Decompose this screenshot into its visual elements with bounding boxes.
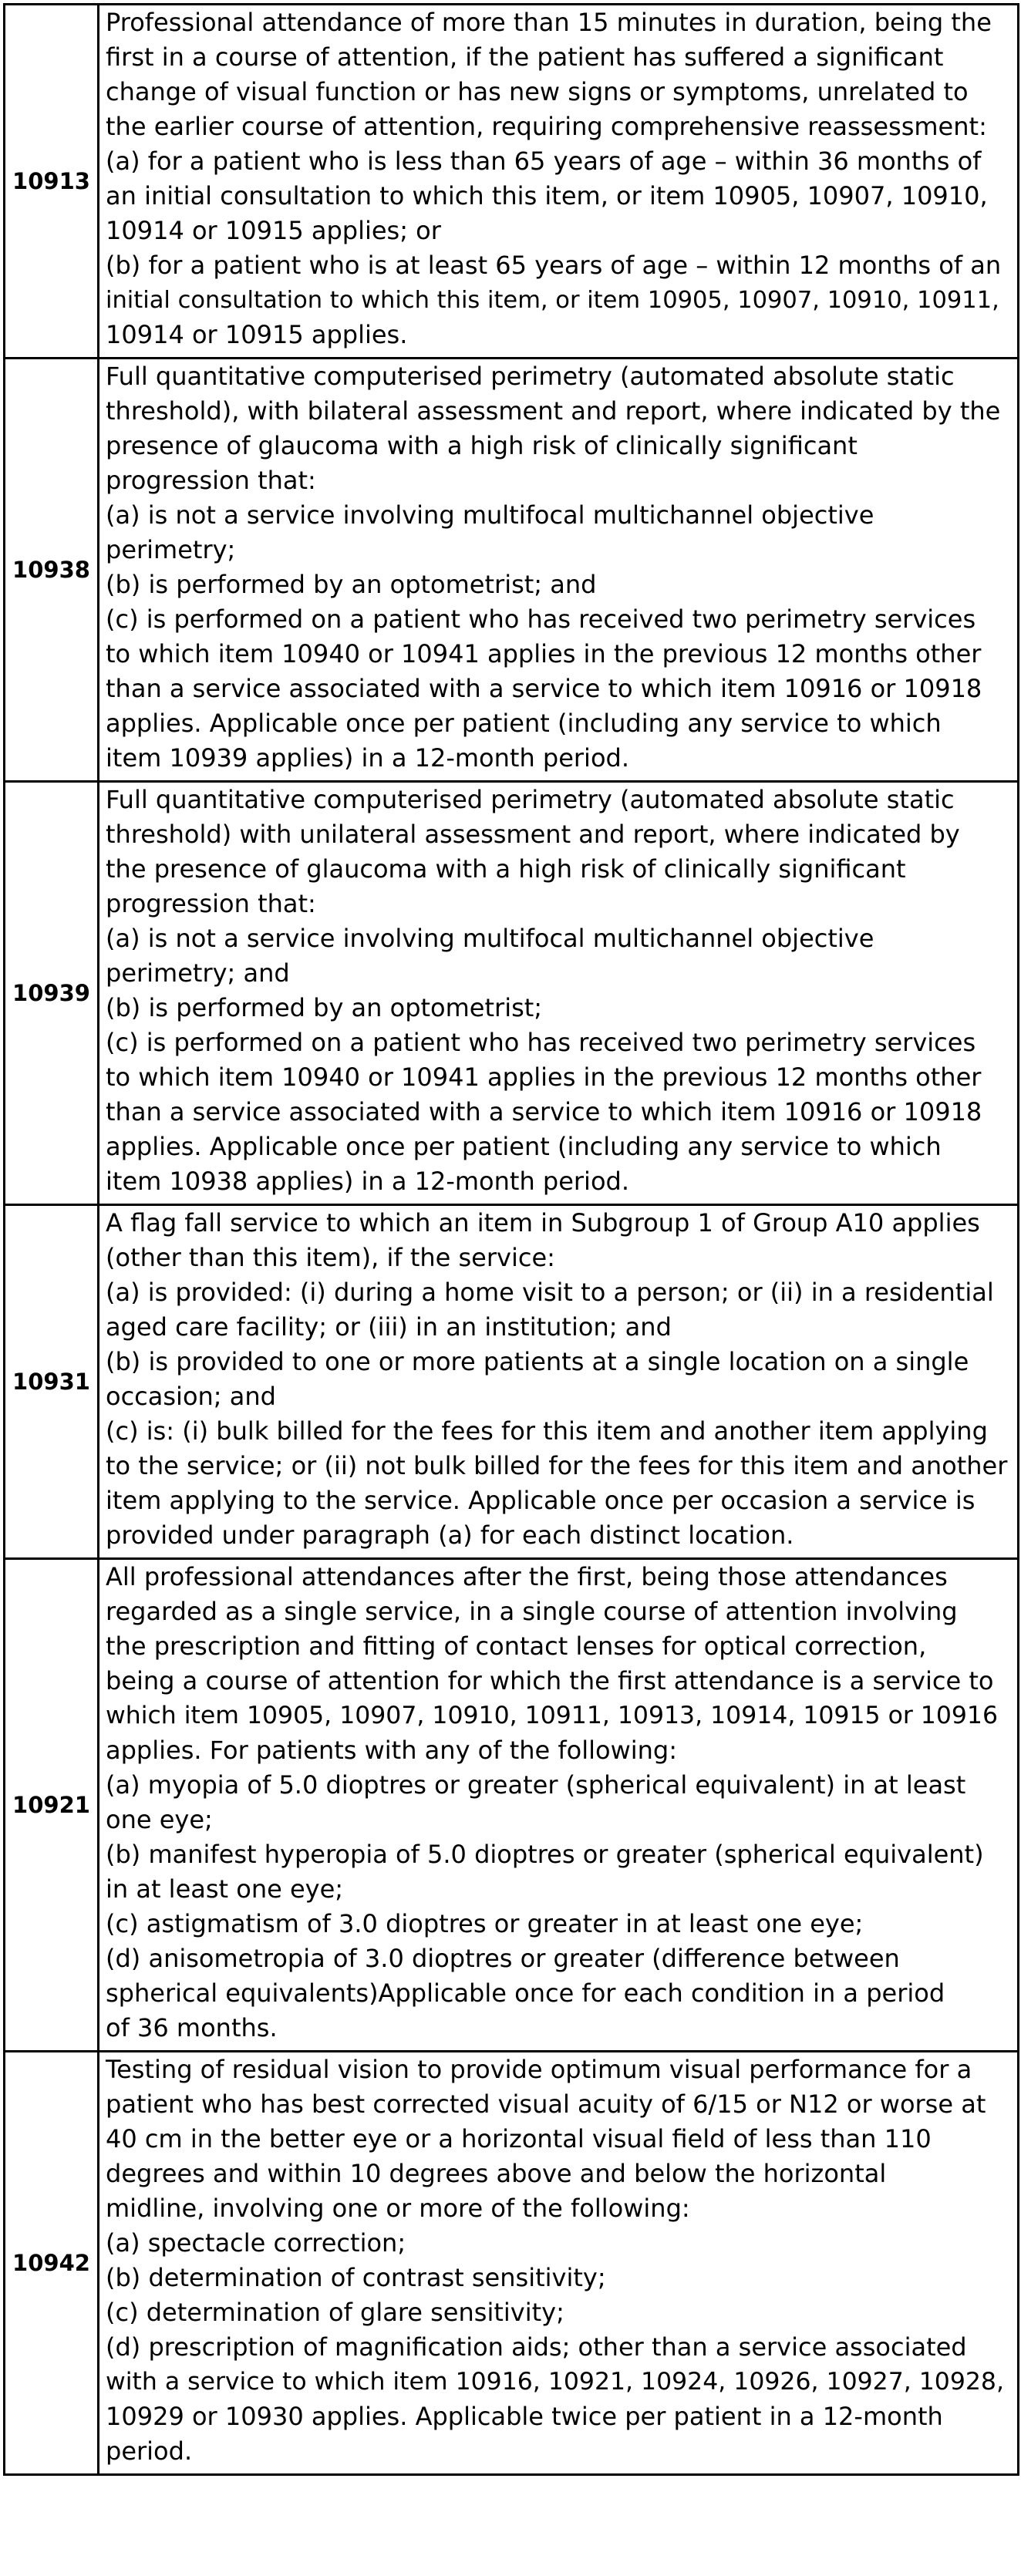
description-line: occasion; and bbox=[106, 1382, 276, 1411]
description-line: first in a course of attention, if the patient has suffered a significant bbox=[106, 42, 944, 72]
description-line: (a) is not a service involving multifocal multichannel objective bbox=[106, 924, 874, 953]
description-line: perimetry; bbox=[106, 535, 236, 564]
description-line: A flag fall service to which an item in Subgroup 1 of Group A10 applies bbox=[106, 1208, 980, 1237]
item-number: 10938 bbox=[5, 359, 99, 782]
description-line: (b) is provided to one or more patients at a single location on a single bbox=[106, 1347, 969, 1376]
description-line: (c) is performed on a patient who has received two perimetry services bbox=[106, 1028, 976, 1057]
description-line: (b) for a patient who is at least 65 years of age – within 12 months of an bbox=[106, 251, 1002, 280]
description-line: (c) astigmatism of 3.0 dioptres or greater in at least one eye; bbox=[106, 1909, 864, 1938]
description-line: threshold) with unilateral assessment and report, where indicated by bbox=[106, 820, 960, 849]
description-line: (a) is provided: (i) during a home visit to a person; or (ii) in a residential bbox=[106, 1278, 994, 1307]
description-line: Professional attendance of more than 15 minutes in duration, being the bbox=[106, 8, 992, 37]
table-row bbox=[5, 782, 1019, 1205]
table-row bbox=[5, 1205, 1019, 1559]
description-line: item 10939 applies) in a 12-month period. bbox=[106, 743, 629, 773]
description-line: (c) is performed on a patient who has received two perimetry services bbox=[106, 604, 976, 634]
description-line: to which item 10940 or 10941 applies in the previous 12 months other bbox=[106, 1062, 982, 1092]
description-line: progression that: bbox=[106, 889, 316, 918]
description-line: change of visual function or has new signs or symptoms, unrelated to bbox=[106, 77, 969, 106]
description-line: applies. For patients with any of the following: bbox=[106, 1736, 678, 1765]
description-line: to which item 10940 or 10941 applies in the previous 12 months other bbox=[106, 639, 982, 668]
mbs-item-table bbox=[3, 3, 1019, 2476]
item-description bbox=[99, 1205, 1019, 1559]
item-number: 10913 bbox=[5, 5, 99, 359]
description-line: provided under paragraph (a) for each distinct location. bbox=[106, 1520, 794, 1550]
description-line: (other than this item), if the service: bbox=[106, 1243, 555, 1272]
description-line: threshold), with bilateral assessment and report, where indicated by the bbox=[106, 396, 1001, 426]
description-line: to the service; or (ii) not bulk billed for the fees for this item and another bbox=[106, 1451, 1008, 1480]
description-line: (b) determination of contrast sensitivity; bbox=[106, 2263, 606, 2292]
description-line: patient who has best corrected visual acuity of 6/15 or N12 or worse at bbox=[106, 2089, 986, 2119]
description-line: degrees and within 10 degrees above and below the horizontal bbox=[106, 2159, 887, 2188]
description-line: applies. Applicable once per patient (including any service to which bbox=[106, 709, 942, 738]
item-description bbox=[99, 359, 1019, 782]
description-line: in at least one eye; bbox=[106, 1874, 344, 1904]
table-row bbox=[5, 1559, 1019, 2052]
description-line: Testing of residual vision to provide optimum visual performance for a bbox=[106, 2055, 972, 2084]
description-line: the earlier course of attention, requiring comprehensive reassessment: bbox=[106, 112, 987, 141]
item-description bbox=[99, 1559, 1019, 2052]
item-number: 10939 bbox=[5, 782, 99, 1205]
description-line: 40 cm in the better eye or a horizontal visual field of less than 110 bbox=[106, 2124, 932, 2153]
description-line: aged care facility; or (iii) in an institution; and bbox=[106, 1312, 672, 1342]
table-row bbox=[5, 5, 1019, 359]
description-line: item 10938 applies) in a 12-month period. bbox=[106, 1167, 629, 1196]
description-line: than a service associated with a service to which item 10916 or 10918 bbox=[106, 674, 982, 703]
description-line: (a) for a patient who is less than 65 years of age – within 36 months of bbox=[106, 146, 982, 176]
description-line: 10929 or 10930 applies. Applicable twice per patient in a 12-month bbox=[106, 2402, 943, 2431]
table-row bbox=[5, 359, 1019, 782]
description-line: midline, involving one or more of the following: bbox=[106, 2194, 690, 2223]
item-description bbox=[99, 5, 1019, 359]
description-line: with a service to which item 10916, 10921, 10924, 10926, 10927, 10928, bbox=[106, 2368, 1004, 2396]
description-line: (c) determination of glare sensitivity; bbox=[106, 2298, 564, 2327]
description-line: (a) myopia of 5.0 dioptres or greater (spherical equivalent) in at least bbox=[106, 1770, 966, 1800]
description-line: Full quantitative computerised perimetry (automated absolute static bbox=[106, 785, 955, 814]
description-line: (b) is performed by an optometrist; and bbox=[106, 570, 597, 599]
description-line: period. bbox=[106, 2436, 193, 2466]
description-line: one eye; bbox=[106, 1805, 213, 1834]
description-line: of 36 months. bbox=[106, 2013, 278, 2042]
description-line: (a) is not a service involving multifocal multichannel objective bbox=[106, 500, 874, 530]
item-number: 10931 bbox=[5, 1205, 99, 1559]
item-number: 10921 bbox=[5, 1559, 99, 2052]
description-line: applies. Applicable once per patient (including any service to which bbox=[106, 1132, 942, 1161]
description-line: (a) spectacle correction; bbox=[106, 2228, 406, 2258]
description-line: which item 10905, 10907, 10910, 10911, 10913, 10914, 10915 or 10916 bbox=[106, 1702, 999, 1729]
description-line: perimetry; and bbox=[106, 958, 290, 988]
description-line: presence of glaucoma with a high risk of clinically significant bbox=[106, 431, 858, 460]
description-line: item applying to the service. Applicable once per occasion a service is bbox=[106, 1486, 976, 1515]
description-line: an initial consultation to which this item, or item 10905, 10907, 10910, bbox=[106, 181, 988, 210]
description-line: (b) is performed by an optometrist; bbox=[106, 993, 543, 1022]
description-line: initial consultation to which this item, or item 10905, 10907, 10910, 10911, bbox=[106, 287, 999, 314]
description-line: 10914 or 10915 applies. bbox=[106, 320, 408, 349]
description-line: Full quantitative computerised perimetry (automated absolute static bbox=[106, 362, 955, 391]
description-line: regarded as a single service, in a single course of attention involving bbox=[106, 1597, 958, 1626]
item-number: 10942 bbox=[5, 2052, 99, 2475]
description-line: 10914 or 10915 applies; or bbox=[106, 216, 441, 245]
description-line: progression that: bbox=[106, 466, 316, 495]
description-line: spherical equivalents)Applicable once for each condition in a period bbox=[106, 1978, 945, 2008]
table-body bbox=[5, 5, 1019, 2475]
table-row bbox=[5, 2052, 1019, 2475]
description-line: being a course of attention for which the first attendance is a service to bbox=[106, 1666, 994, 1695]
item-description bbox=[99, 782, 1019, 1205]
description-line: the presence of glaucoma with a high risk of clinically significant bbox=[106, 854, 906, 884]
description-line: (b) manifest hyperopia of 5.0 dioptres or greater (spherical equivalent) bbox=[106, 1840, 984, 1869]
description-line: (d) anisometropia of 3.0 dioptres or greater (difference between bbox=[106, 1944, 900, 1973]
description-line: All professional attendances after the first, being those attendances bbox=[106, 1562, 948, 1591]
description-line: (d) prescription of magnification aids; other than a service associated bbox=[106, 2332, 967, 2362]
description-line: (c) is: (i) bulk billed for the fees for this item and another item applying bbox=[106, 1416, 988, 1446]
description-line: the prescription and fitting of contact lenses for optical correction, bbox=[106, 1631, 927, 1661]
item-description bbox=[99, 2052, 1019, 2475]
description-line: than a service associated with a service to which item 10916 or 10918 bbox=[106, 1097, 982, 1126]
